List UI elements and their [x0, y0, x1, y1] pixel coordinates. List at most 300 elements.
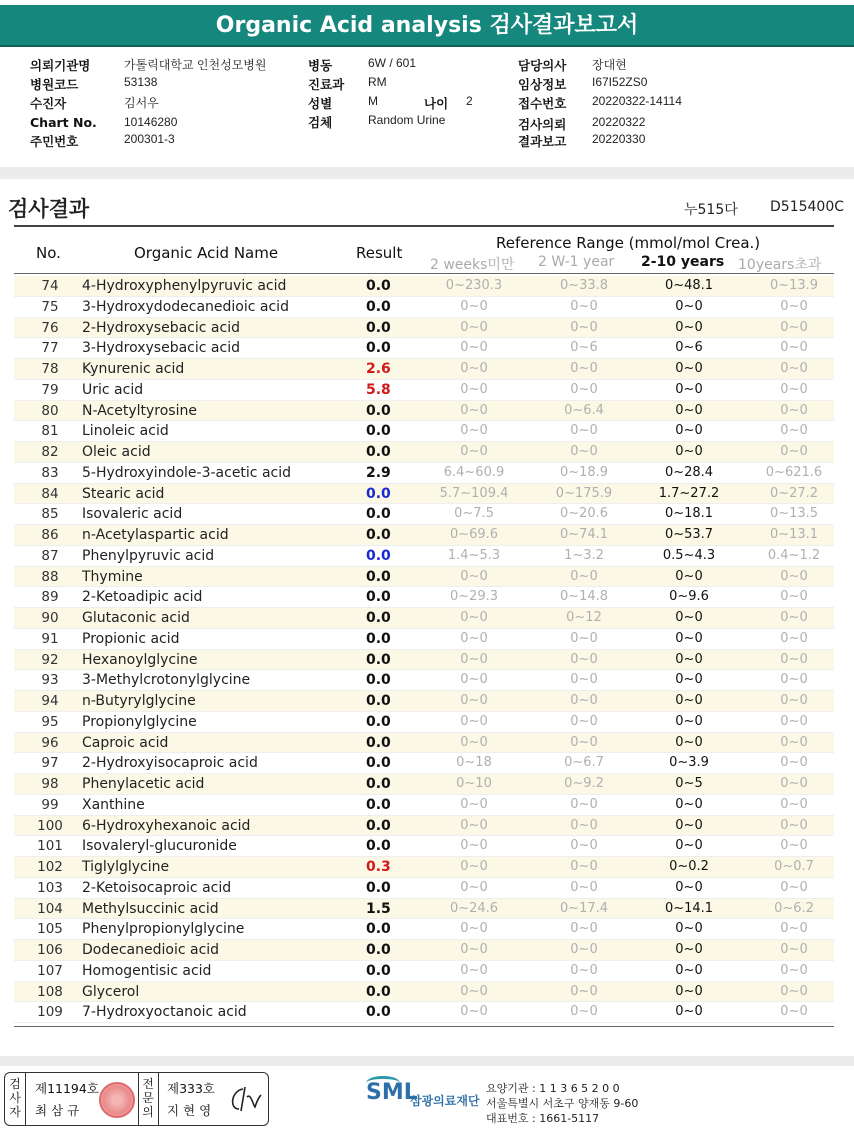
row-result: 0.0: [366, 589, 391, 606]
row-acid-name: 2-Hydroxysebacic acid: [82, 319, 240, 336]
row-result: 0.0: [366, 734, 391, 751]
row-ref-2w-1y: 0~6: [570, 340, 598, 356]
row-ref-2weeks: 0~0: [460, 340, 488, 356]
age-value: 2: [466, 94, 473, 108]
divider: [0, 167, 854, 179]
row-ref-10y: 0~0: [780, 610, 808, 625]
row-ref-2weeks: 0~0: [460, 298, 488, 314]
ward-value: 6W / 601: [368, 56, 417, 70]
row-acid-name: 2-Ketoisocaproic acid: [82, 879, 232, 896]
row-result: 0.0: [366, 755, 391, 772]
row-acid-name: 2-Hydroxyisocaproic acid: [82, 755, 258, 772]
row-ref-2w-1y: 0~0: [570, 298, 598, 314]
table-row: [14, 795, 834, 816]
row-ref-2weeks: 0~10: [456, 776, 492, 791]
row-ref-2-10y: 0~0: [675, 672, 703, 688]
row-ref-2-10y: 0~0: [675, 817, 703, 833]
row-ref-10y: 0~0: [780, 298, 808, 314]
row-no: 91: [41, 630, 59, 647]
row-acid-name: Linoleic acid: [82, 423, 169, 440]
row-ref-10y: 0~0: [780, 879, 808, 895]
row-no: 83: [41, 464, 59, 481]
row-result: 0.0: [366, 983, 391, 1000]
row-acid-name: Phenylpyruvic acid: [82, 547, 215, 564]
row-ref-2w-1y: 0~0: [570, 319, 598, 335]
table-row: [14, 857, 834, 878]
row-acid-name: n-Butyrylglycine: [82, 693, 196, 709]
row-ref-2weeks: 0~0: [460, 402, 488, 418]
col-header-ref: Reference Range (mmol/mol Crea.): [496, 234, 761, 252]
row-result: 0.0: [366, 713, 391, 730]
row-ref-2w-1y: 0~0: [570, 651, 598, 667]
row-ref-2w-1y: 0~0: [570, 859, 598, 874]
row-result: 0.0: [366, 402, 391, 419]
row-no: 76: [41, 319, 59, 336]
row-ref-2w-1y: 0~0: [570, 983, 598, 999]
row-ref-10y: 0~0: [780, 651, 808, 667]
row-result: 0.0: [366, 942, 391, 958]
row-ref-2weeks: 0~0: [460, 921, 488, 937]
row-no: 98: [41, 776, 59, 792]
table-row: [14, 504, 834, 525]
row-ref-2weeks: 0~0: [460, 630, 488, 646]
row-ref-2weeks: 0~69.6: [449, 527, 499, 542]
row-ref-2-10y: 0~0: [675, 879, 703, 895]
row-no: 104: [37, 900, 63, 917]
row-ref-2weeks: 0~18: [456, 755, 492, 771]
row-no: 81: [41, 423, 59, 440]
row-result: 0.0: [366, 672, 391, 689]
row-ref-2-10y: 0~0: [675, 651, 703, 667]
chart-label: Chart No.: [30, 115, 97, 130]
clinical-label: 임상정보: [518, 77, 567, 92]
row-acid-name: 3-Methylcrotonylglycine: [82, 672, 251, 689]
col-header-age1: 2 weeks미만: [430, 257, 515, 273]
row-result: 0.0: [366, 485, 391, 502]
row-ref-2weeks: 1.4~5.3: [447, 547, 501, 563]
row-ref-2-10y: 0~0: [675, 402, 703, 418]
row-ref-2-10y: 0~0: [675, 444, 703, 459]
header-rule: [14, 273, 834, 274]
row-acid-name: Isovaleric acid: [82, 506, 183, 523]
row-ref-2w-1y: 0~17.4: [559, 900, 609, 916]
row-acid-name: Xanthine: [82, 796, 145, 813]
row-acid-name: 7-Hydroxyoctanoic acid: [82, 1004, 247, 1021]
row-ref-2-10y: 0~0: [675, 921, 703, 937]
row-result: 0.0: [366, 879, 391, 896]
table-row: [14, 753, 834, 774]
row-acid-name: Caproic acid: [82, 734, 169, 751]
row-no: 99: [41, 796, 59, 813]
row-ref-2-10y: 0~53.7: [664, 527, 714, 542]
table-row: [14, 629, 834, 650]
col-header-age4: 10years초과: [738, 257, 822, 273]
row-ref-2weeks: 0~230.3: [445, 278, 503, 293]
row-result: 0.0: [366, 278, 391, 294]
row-result: 0.0: [366, 444, 391, 460]
row-ref-2-10y: 0~14.1: [664, 900, 714, 916]
row-ref-2weeks: 0~0: [460, 838, 488, 854]
row-ref-10y: 0~0: [780, 381, 808, 397]
row-ref-2weeks: 0~0: [460, 361, 488, 376]
row-ref-2-10y: 0~6: [675, 340, 703, 356]
row-ref-10y: 0~0: [780, 713, 808, 729]
recipient-label: 수진자: [30, 96, 67, 111]
row-ref-2-10y: 0~0: [675, 319, 703, 335]
row-no: 79: [41, 381, 59, 398]
specialist-vertical-label: 전문의: [142, 1077, 154, 1119]
row-ref-2w-1y: 0~20.6: [559, 506, 609, 522]
row-ref-2w-1y: 0~0: [570, 381, 598, 397]
row-ref-10y: 0~0: [780, 921, 808, 937]
table-row: [14, 421, 834, 442]
hospital-code-label: 병원코드: [30, 77, 79, 92]
row-acid-name: 3-Hydroxysebacic acid: [82, 340, 240, 357]
row-ref-2weeks: 0~0: [460, 672, 488, 688]
row-no: 78: [41, 361, 59, 377]
row-ref-2-10y: 0~0: [675, 838, 703, 854]
row-ref-2weeks: 0~0: [460, 859, 488, 874]
row-acid-name: Hexanoylglycine: [82, 651, 198, 668]
row-no: 84: [41, 485, 59, 502]
row-ref-2-10y: 0~0: [675, 962, 703, 978]
table-row: [14, 1002, 834, 1023]
col-header-age3: 2-10 years: [641, 254, 725, 270]
row-ref-2-10y: 0~0: [675, 693, 703, 708]
row-no: 101: [37, 838, 63, 855]
row-ref-2weeks: 0~0: [460, 734, 488, 750]
table-row: [14, 380, 834, 401]
row-no: 89: [41, 589, 59, 606]
row-no: 105: [37, 921, 63, 938]
row-ref-2w-1y: 0~74.1: [559, 527, 609, 542]
row-ref-10y: 0~0: [780, 568, 808, 584]
row-ref-2weeks: 0~24.6: [449, 900, 499, 916]
col-header-no: No.: [36, 244, 61, 262]
row-acid-name: Glycerol: [82, 983, 140, 1000]
row-ref-10y: 0~0: [780, 734, 808, 750]
row-ref-2-10y: 0~0.2: [669, 859, 709, 874]
row-no: 106: [37, 942, 63, 958]
row-result: 2.6: [366, 361, 391, 377]
row-ref-10y: 0~6.2: [774, 900, 814, 916]
row-ref-10y: 0~0: [780, 817, 808, 833]
row-acid-name: Stearic acid: [82, 485, 165, 502]
table-row: [14, 691, 834, 712]
age-label: 나이: [424, 96, 449, 111]
row-ref-2weeks: 0~0: [460, 423, 488, 439]
row-ref-2-10y: 0~18.1: [664, 506, 714, 522]
report-title: Organic Acid analysis 검사결과보고서: [0, 5, 854, 47]
results-table: [14, 276, 834, 1023]
dept-label: 진료과: [308, 77, 345, 92]
table-row: [14, 816, 834, 837]
row-result: 0.0: [366, 319, 391, 336]
row-acid-name: Phenylacetic acid: [82, 776, 205, 792]
footer-address: 서울특별시 서초구 양재동 9-60: [486, 1097, 639, 1110]
resident-label: 주민번호: [30, 134, 79, 149]
row-ref-2w-1y: 0~0: [570, 672, 598, 688]
row-acid-name: Propionic acid: [82, 630, 180, 647]
row-ref-10y: 0~0: [780, 838, 808, 854]
table-row: [14, 442, 834, 463]
row-acid-name: Uric acid: [82, 381, 144, 398]
table-row: [14, 484, 834, 505]
row-ref-2w-1y: 0~0: [570, 921, 598, 937]
row-acid-name: Glutaconic acid: [82, 610, 190, 626]
row-no: 95: [41, 713, 59, 730]
row-ref-2weeks: 0~0: [460, 444, 488, 459]
row-ref-10y: 0~621.6: [765, 464, 823, 480]
row-ref-2weeks: 0~0: [460, 610, 488, 625]
section-code-2: D515400C: [770, 199, 844, 215]
chart-value: 10146280: [124, 115, 178, 129]
row-ref-2w-1y: 0~33.8: [559, 278, 609, 293]
row-ref-10y: 0.4~1.2: [767, 547, 821, 563]
row-ref-2-10y: 0~9.6: [669, 589, 709, 605]
table-row: [14, 401, 834, 422]
org-name: 삼광의료재단: [410, 1094, 480, 1108]
table-row: [14, 587, 834, 608]
row-acid-name: Kynurenic acid: [82, 361, 185, 377]
row-result: 0.0: [366, 568, 391, 585]
row-ref-10y: 0~0: [780, 361, 808, 376]
row-ref-10y: 0~0: [780, 942, 808, 957]
row-no: 93: [41, 672, 59, 689]
row-ref-2weeks: 6.4~60.9: [443, 464, 505, 480]
row-no: 100: [37, 817, 63, 834]
row-no: 75: [41, 298, 59, 315]
sex-value: M: [368, 94, 378, 108]
row-result: 0.0: [366, 630, 391, 647]
table-row: [14, 318, 834, 339]
ward-label: 병동: [308, 58, 333, 73]
row-ref-10y: 0~0: [780, 423, 808, 439]
table-row: [14, 733, 834, 754]
table-row: [14, 774, 834, 795]
row-ref-2-10y: 0~0: [675, 1004, 703, 1020]
row-ref-2-10y: 0~0: [675, 713, 703, 729]
row-ref-10y: 0~13.5: [769, 506, 819, 522]
request-label: 검사의뢰: [518, 117, 567, 132]
signature-box: [4, 1072, 269, 1126]
row-acid-name: 3-Hydroxydodecanedioic acid: [82, 298, 289, 315]
row-ref-2-10y: 0~3.9: [669, 755, 709, 771]
row-acid-name: Thymine: [82, 568, 143, 585]
row-result: 5.8: [366, 381, 391, 398]
row-acid-name: 5-Hydroxyindole-3-acetic acid: [82, 464, 292, 481]
sig-separator: [25, 1073, 26, 1125]
row-ref-10y: 0~0: [780, 340, 808, 356]
row-ref-2-10y: 0~0: [675, 381, 703, 397]
seal-stamp: [99, 1082, 135, 1118]
row-ref-2weeks: 0~0: [460, 796, 488, 812]
row-ref-2-10y: 0~0: [675, 610, 703, 625]
row-acid-name: n-Acetylaspartic acid: [82, 527, 229, 543]
report-value: 20220330: [592, 132, 646, 146]
row-ref-2w-1y: 0~0: [570, 423, 598, 439]
row-no: 82: [41, 444, 59, 460]
row-ref-2w-1y: 0~0: [570, 838, 598, 854]
row-ref-2weeks: 0~29.3: [449, 589, 499, 605]
section-title: 검사결과: [8, 197, 90, 221]
row-ref-2w-1y: 0~0: [570, 796, 598, 812]
resident-value: 200301-3: [124, 132, 175, 146]
row-ref-2weeks: 0~0: [460, 962, 488, 978]
row-ref-2w-1y: 1~3.2: [564, 547, 604, 563]
row-ref-10y: 0~27.2: [769, 485, 819, 501]
row-result: 1.5: [366, 900, 391, 917]
row-ref-10y: 0~0: [780, 983, 808, 999]
row-result: 0.0: [366, 817, 391, 834]
signature-scribble: [225, 1083, 265, 1117]
doctor-value: 장대현: [592, 58, 627, 72]
sex-label: 성별: [308, 96, 333, 111]
row-ref-2w-1y: 0~0: [570, 817, 598, 833]
row-result: 0.0: [366, 962, 391, 979]
row-ref-2-10y: 0.5~4.3: [662, 547, 716, 563]
dept-value: RM: [368, 75, 387, 89]
row-ref-10y: 0~0: [780, 693, 808, 708]
table-row: [14, 878, 834, 899]
hospital-code-value: 53138: [124, 75, 158, 89]
table-row: [14, 463, 834, 484]
table-row: [14, 836, 834, 857]
table-row: [14, 525, 834, 546]
row-acid-name: Propionylglycine: [82, 713, 197, 730]
row-result: 0.0: [366, 610, 391, 626]
row-ref-2w-1y: 0~6.7: [564, 755, 604, 771]
row-no: 108: [37, 983, 63, 1000]
col-header-name: Organic Acid Name: [134, 244, 279, 262]
row-ref-2weeks: 0~0: [460, 983, 488, 999]
row-result: 0.0: [366, 776, 391, 792]
row-result: 0.0: [366, 340, 391, 357]
row-ref-2-10y: 0~0: [675, 796, 703, 812]
row-ref-2w-1y: 0~14.8: [559, 589, 609, 605]
section-rule: [14, 225, 834, 227]
receipt-value: 20220322-14114: [592, 94, 682, 108]
col-header-result: Result: [356, 244, 403, 262]
table-row: [14, 670, 834, 691]
table-row: [14, 650, 834, 671]
row-ref-2weeks: 0~0: [460, 942, 488, 957]
row-ref-2w-1y: 0~0: [570, 568, 598, 584]
institution-value: 가톨릭대학교 인천성모병원: [124, 58, 267, 72]
row-no: 86: [41, 527, 59, 543]
row-ref-2-10y: 0~28.4: [664, 464, 714, 480]
row-ref-2w-1y: 0~0: [570, 734, 598, 750]
row-ref-2w-1y: 0~6.4: [564, 402, 604, 418]
table-row: [14, 608, 834, 629]
row-result: 0.0: [366, 921, 391, 938]
row-ref-2weeks: 0~0: [460, 713, 488, 729]
row-no: 92: [41, 651, 59, 668]
row-ref-2w-1y: 0~0: [570, 361, 598, 376]
row-result: 0.0: [366, 547, 391, 564]
row-acid-name: 6-Hydroxyhexanoic acid: [82, 817, 251, 834]
row-ref-2-10y: 0~48.1: [664, 278, 714, 293]
row-ref-2-10y: 0~0: [675, 630, 703, 646]
row-acid-name: Homogentisic acid: [82, 962, 212, 979]
tester-vertical-label: 검사자: [9, 1077, 21, 1119]
row-result: 0.0: [366, 651, 391, 668]
row-ref-2weeks: 0~0: [460, 693, 488, 708]
table-row: [14, 919, 834, 940]
row-ref-2weeks: 0~0: [460, 381, 488, 397]
table-row: [14, 359, 834, 380]
row-no: 96: [41, 734, 59, 751]
row-result: 0.0: [366, 527, 391, 543]
row-ref-2w-1y: 0~0: [570, 444, 598, 459]
table-bottom-rule: [14, 1026, 834, 1027]
row-ref-2-10y: 0~0: [675, 568, 703, 584]
footer-phone: 대표번호 : 1661-5117: [486, 1112, 600, 1125]
row-ref-10y: 0~0.7: [774, 859, 814, 874]
section-code-1: 누515다: [684, 202, 738, 218]
row-no: 94: [41, 693, 59, 709]
row-acid-name: Oleic acid: [82, 444, 151, 460]
row-ref-10y: 0~13.1: [769, 527, 819, 542]
row-result: 0.0: [366, 506, 391, 523]
row-ref-2weeks: 0~0: [460, 1004, 488, 1020]
doctor-label: 담당의사: [518, 58, 567, 73]
row-ref-2w-1y: 0~0: [570, 693, 598, 708]
row-result: 0.0: [366, 796, 391, 813]
table-row: [14, 899, 834, 920]
row-ref-2weeks: 0~0: [460, 319, 488, 335]
table-row: [14, 712, 834, 733]
row-ref-10y: 0~0: [780, 1004, 808, 1020]
row-result: 0.3: [366, 859, 391, 875]
row-ref-2weeks: 0~7.5: [454, 506, 494, 522]
row-no: 90: [41, 610, 59, 626]
sig-separator: [158, 1073, 159, 1125]
row-ref-2w-1y: 0~18.9: [559, 464, 609, 480]
specialist-name: 지 현 영: [167, 1103, 212, 1118]
row-result: 0.0: [366, 423, 391, 440]
row-ref-10y: 0~0: [780, 402, 808, 418]
row-ref-10y: 0~0: [780, 755, 808, 771]
report-label: 결과보고: [518, 134, 567, 149]
row-no: 97: [41, 755, 59, 772]
row-acid-name: Phenylpropionylglycine: [82, 921, 245, 938]
row-acid-name: Dodecanedioic acid: [82, 942, 220, 958]
row-result: 0.0: [366, 1004, 391, 1021]
row-no: 103: [37, 879, 63, 896]
row-ref-2w-1y: 0~0: [570, 879, 598, 895]
row-acid-name: 2-Ketoadipic acid: [82, 589, 203, 606]
row-no: 77: [41, 340, 59, 357]
table-row: [14, 982, 834, 1003]
patient-info: [0, 56, 854, 156]
row-no: 85: [41, 506, 59, 523]
tester-name: 최 삼 규: [35, 1103, 80, 1118]
receipt-label: 접수번호: [518, 96, 567, 111]
row-ref-2-10y: 0~0: [675, 423, 703, 439]
row-ref-2-10y: 0~0: [675, 298, 703, 314]
row-result: 0.0: [366, 298, 391, 315]
row-no: 102: [37, 859, 63, 875]
footer-institution-code: 요양기관 : 1 1 3 6 5 2 0 0: [486, 1082, 620, 1095]
sml-logo: SML: [366, 1080, 418, 1105]
row-ref-2-10y: 0~5: [675, 776, 703, 791]
row-ref-10y: 0~0: [780, 962, 808, 978]
sig-separator: [138, 1073, 139, 1125]
table-row: [14, 546, 834, 567]
row-ref-2w-1y: 0~0: [570, 713, 598, 729]
row-acid-name: Tiglylglycine: [82, 859, 170, 875]
